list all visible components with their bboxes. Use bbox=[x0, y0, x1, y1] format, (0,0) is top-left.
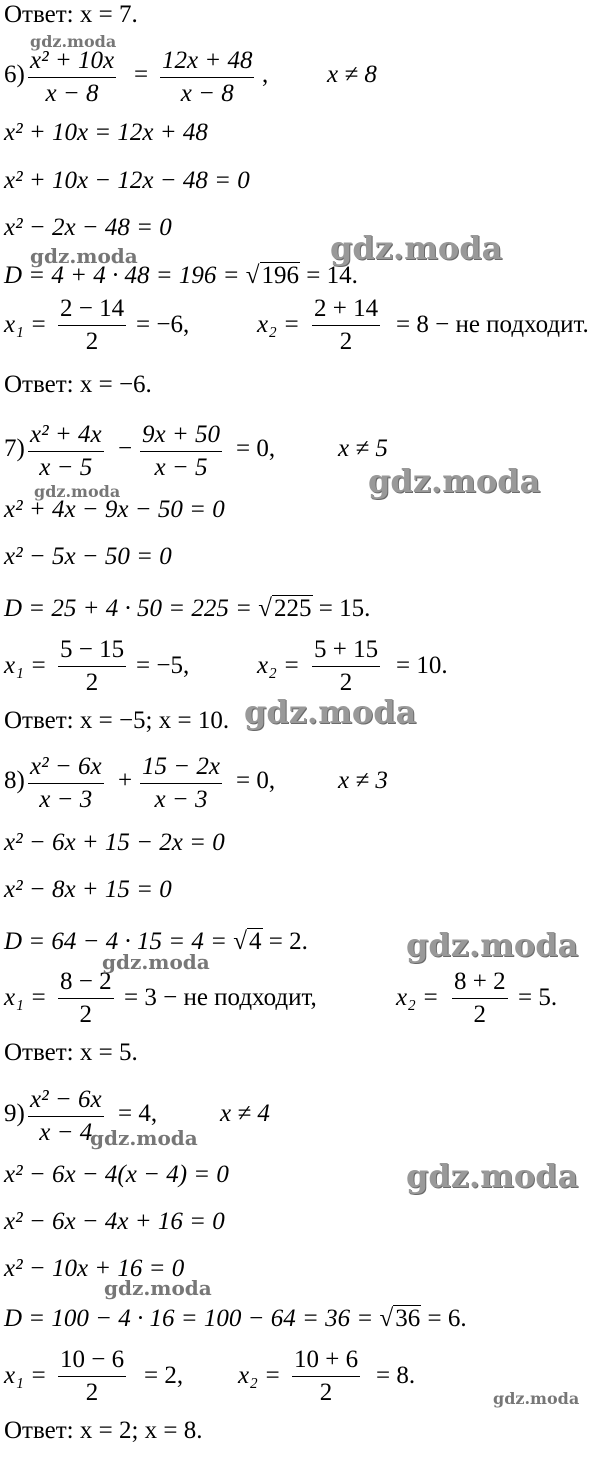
denominator: x − 8 bbox=[45, 80, 99, 107]
watermark: gdz.moda bbox=[244, 693, 417, 731]
root-x2-label: x₂ = bbox=[396, 984, 439, 1011]
answer-line: Ответ: x = −5; x = 10. bbox=[4, 707, 230, 734]
watermark: gdz.moda bbox=[104, 1276, 212, 1300]
watermark: gdz.moda bbox=[406, 1157, 579, 1195]
equation-line: x² − 5x − 50 = 0 bbox=[4, 543, 172, 570]
numerator: 12x + 48 bbox=[162, 47, 253, 74]
problem-label: 6) bbox=[4, 61, 25, 88]
minus-sign: − bbox=[118, 435, 133, 462]
equation-line: x² + 10x − 12x − 48 = 0 bbox=[4, 167, 250, 194]
fraction: 8 + 2 2 bbox=[454, 968, 506, 1028]
discriminant-line: D = 4 + 4 · 48 = 196 = √196 = 14. bbox=[4, 262, 358, 289]
root-x1-label: x₁ = bbox=[4, 652, 47, 679]
root-value: = −5, bbox=[136, 652, 190, 679]
equation-line: x² − 6x − 4(x − 4) = 0 bbox=[4, 1161, 229, 1188]
fraction: 2 − 14 2 bbox=[60, 295, 125, 355]
watermark: gdz.moda bbox=[30, 244, 138, 268]
domain-condition: x ≠ 3 bbox=[338, 767, 388, 794]
sqrt-sign: √36 bbox=[379, 1305, 421, 1332]
fraction: 10 − 6 2 bbox=[60, 1346, 125, 1406]
fraction: 2 + 14 2 bbox=[314, 295, 379, 355]
watermark: gdz.moda bbox=[34, 482, 121, 501]
root-value: = 5. bbox=[518, 984, 558, 1011]
fraction bbox=[28, 48, 116, 106]
fraction: 8 − 2 2 bbox=[60, 968, 112, 1028]
equation-tail: = 0, bbox=[236, 767, 276, 794]
equation-tail: = 0, bbox=[236, 435, 276, 462]
equation-line: x² − 2x − 48 = 0 bbox=[4, 214, 172, 241]
answer-line: Ответ: x = 2; x = 8. bbox=[4, 1417, 203, 1444]
problem-label: 8) bbox=[4, 767, 25, 794]
root-x2-label: x₂ = bbox=[257, 311, 300, 338]
root-value: = 3 − не подходит, bbox=[124, 984, 317, 1011]
fraction: x² − 6x x − 4 bbox=[30, 1086, 102, 1146]
fraction: 5 + 15 2 bbox=[314, 636, 379, 696]
fraction: x² + 4x x − 5 bbox=[30, 421, 102, 481]
watermark: gdz.moda bbox=[102, 950, 210, 974]
root-value: = 8. bbox=[376, 1362, 416, 1389]
watermark: gdz.moda bbox=[330, 229, 503, 267]
problem-label: 7) bbox=[4, 435, 25, 462]
watermark: gdz.moda bbox=[90, 1126, 198, 1150]
numerator: x² + 10x bbox=[30, 47, 115, 74]
answer-line: Ответ: x = −6. bbox=[4, 371, 152, 398]
domain-condition: x ≠ 5 bbox=[338, 435, 388, 462]
comma: , bbox=[262, 61, 269, 88]
equation-line: x² + 10x = 12x + 48 bbox=[4, 119, 208, 146]
root-value: = −6, bbox=[136, 311, 190, 338]
discriminant-line: D = 25 + 4 · 50 = 225 = √225 = 15. bbox=[4, 595, 371, 622]
fraction: 15 − 2x x − 3 bbox=[142, 753, 220, 813]
root-x1-label: x₁ = bbox=[4, 1362, 47, 1389]
watermark: gdz.moda bbox=[30, 32, 117, 51]
equation-line: x² − 6x − 4x + 16 = 0 bbox=[4, 1208, 225, 1235]
fraction: 10 + 6 2 bbox=[294, 1346, 359, 1406]
equation-tail: = 4, bbox=[118, 1100, 158, 1127]
fraction: 5 − 15 2 bbox=[60, 636, 125, 696]
root-value: = 8 − не подходит. bbox=[396, 311, 589, 338]
equation-line: x² + 4x − 9x − 50 = 0 bbox=[4, 496, 225, 523]
problem-label: 9) bbox=[4, 1100, 25, 1127]
fraction: 9x + 50 x − 5 bbox=[142, 421, 220, 481]
equation-line: x² − 6x + 15 − 2x = 0 bbox=[4, 829, 225, 856]
watermark: gdz.moda bbox=[406, 926, 579, 964]
plus-sign: + bbox=[118, 767, 133, 794]
fraction: x² − 6x x − 3 bbox=[30, 753, 102, 813]
equation-line: x² − 10x + 16 = 0 bbox=[4, 1255, 185, 1282]
answer-line: Ответ: x = 5. bbox=[4, 1039, 138, 1066]
equals-sign: = bbox=[134, 61, 149, 88]
equation-line: x² − 8x + 15 = 0 bbox=[4, 876, 172, 903]
watermark: gdz.moda bbox=[493, 1389, 580, 1408]
discriminant-line: D = 100 − 4 · 16 = 100 − 64 = 36 = √36 = 6. bbox=[4, 1305, 467, 1332]
root-x2-label: x₂ = bbox=[257, 652, 300, 679]
fraction bbox=[160, 48, 254, 106]
watermark: gdz.moda bbox=[368, 462, 541, 500]
answer-line: Ответ: x = 7. bbox=[4, 1, 138, 28]
discriminant-line: D = 64 − 4 · 15 = 4 = √4 = 2. bbox=[4, 928, 308, 955]
denominator: x − 8 bbox=[180, 80, 234, 107]
sqrt-sign: √4 bbox=[233, 928, 262, 955]
root-value: = 10. bbox=[396, 652, 448, 679]
root-x2-label: x₂ = bbox=[238, 1362, 281, 1389]
root-x1-label: x₁ = bbox=[4, 984, 47, 1011]
root-value: = 2, bbox=[144, 1362, 184, 1389]
domain-condition: x ≠ 8 bbox=[327, 61, 377, 88]
root-x1-label: x₁ = bbox=[4, 311, 47, 338]
sqrt-sign: √196 bbox=[245, 262, 300, 289]
sqrt-sign: √225 bbox=[258, 595, 312, 622]
domain-condition: x ≠ 4 bbox=[220, 1100, 270, 1127]
